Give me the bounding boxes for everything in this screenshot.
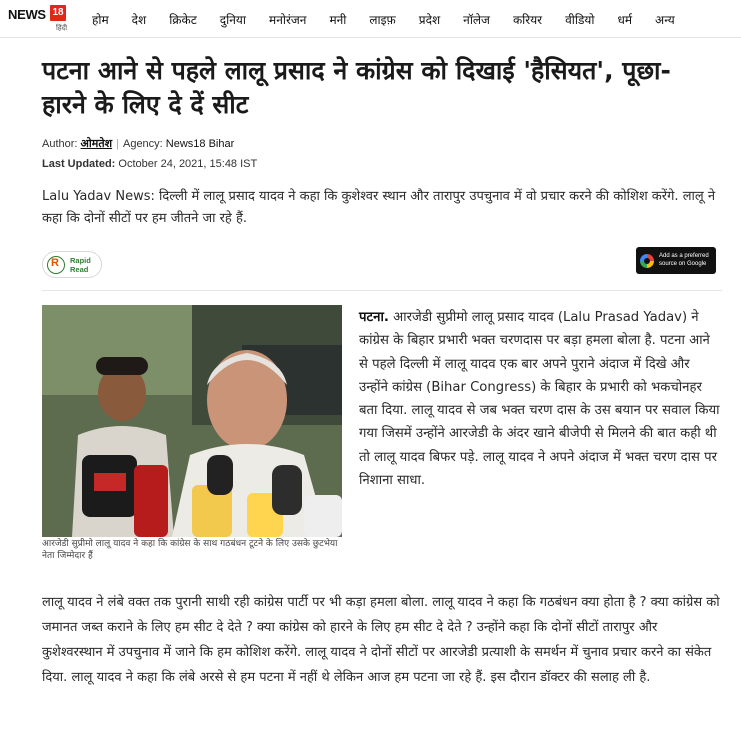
nav-item-home[interactable]: होम xyxy=(92,12,109,27)
author-label: Author: xyxy=(42,138,78,150)
agency-name: News18 Bihar xyxy=(165,138,235,150)
top-navigation xyxy=(0,0,741,38)
rapid-read-label: Rapid Read xyxy=(70,255,91,274)
nav-item-pradesh[interactable]: प्रदेश xyxy=(418,12,441,27)
nav-item-life[interactable]: लाइफ़ xyxy=(369,12,396,27)
article-updated xyxy=(42,158,257,170)
article-image[interactable] xyxy=(42,305,342,537)
google-badge-label: Add as a preferred source on Google xyxy=(659,253,709,267)
nav-item-career[interactable]: करियर xyxy=(512,12,543,27)
google-icon xyxy=(640,254,654,268)
nav-item-knowledge[interactable]: नॉलेज xyxy=(463,12,490,27)
nav-item-video[interactable]: वीडियो xyxy=(565,12,595,27)
nav-item-dharm[interactable]: धर्म xyxy=(617,12,633,27)
nav-item-money[interactable]: मनी xyxy=(329,12,347,27)
logo-subtitle: हिंदी xyxy=(56,24,68,32)
main-menu xyxy=(92,0,698,38)
logo-number: 18 xyxy=(50,5,66,21)
nav-item-duniya[interactable]: दुनिया xyxy=(219,12,247,27)
nav-item-desh[interactable]: देश xyxy=(131,12,147,27)
rapid-read-icon xyxy=(47,256,65,274)
agency-label: Agency: xyxy=(122,138,163,150)
nav-item-manoranjan[interactable]: मनोरंजन xyxy=(269,12,307,27)
paragraph-1-text: आरजेडी सुप्रीमो लालू प्रसाद यादव (Lalu Prasad Yadav) ने कांग्रेस के बिहार प्रभारी भक्त चरणदास पर बड़ा हमला बोला है. पटना आने से पहले दिल्ली में लालू यादव एक बार अपने पुराने अंदाज में दिखे और उन्होंने कांग्रेस (Bihar Congress) के बिहार के प्रभारी को भकचोनहर बता दिया. लालू यादव से जब भक्त चरण दास के उस बयान पर सवाल किया गया जिसमें उन्होंने आरजेडी के अंदर खाने बीजेपी से मिलने की बात कही थी तो लालू यादव बिफर पड़े. लालू यादव ने अपने अंदाज में भक्त चरण दास पर निशाना साधा. xyxy=(359,310,720,489)
article-paragraph-2: लालू यादव ने लंबे वक्त तक पुरानी साथी रही कांग्रेस पार्टी पर भी कड़ा हमला बोला. लालू यादव ने कहा कि गठबंधन क्या होता है ? क्या कांग्रेस को जमानत जब्त कराने के लिए हम सीट दे देते ? क्या कांग्रेस को हारने के लिए हम सीट दे देते ? उन्होंने कहा कि दोनों सीटों तारापुर और कुशेश्वरस्थान में उपचुनाव में जाने कि हम कोशिश करेंगे. लालू यादव ने दोनों सीटों पर आरजेडी प्रत्याशी के समर्थन में चुनाव प्रचार करने का संकेत दिया. लालू यादव ने कहा कि लंबे अरसे से हम पटना में नहीं थे लेकिन आज हम पटना जा रहे हैं. इस दौरान डॉक्टर की सलाह ली है. xyxy=(42,595,720,685)
section-divider xyxy=(42,290,722,291)
article-summary: Lalu Yadav News: दिल्ली में लालू प्रसाद यादव ने कहा कि कुशेश्वर स्थान और तारापुर उपचुनाव में वो प्रचार करने की कोशिश करेंगे. लालू ने कहा कि दोनों सीटों पर हम जीतने जा रहे हैं. xyxy=(42,189,716,226)
nav-item-cricket[interactable]: क्रिकेट xyxy=(169,12,197,27)
article-byline: Author: ओमतेश | Agency: News18 Bihar xyxy=(42,138,235,150)
rapid-read-button[interactable] xyxy=(42,251,102,278)
article-headline: पटना आने से पहले लालू प्रसाद ने कांग्रेस को दिखाई 'हैसियत', पूछा- हारने के लिए दे दें सीट xyxy=(42,56,671,119)
nav-item-anya[interactable]: अन्य xyxy=(655,12,675,27)
article-paragraph-1 xyxy=(359,306,721,492)
logo-word: NEWS xyxy=(8,7,46,22)
updated-value: October 24, 2021, 15:48 IST xyxy=(118,158,258,170)
updated-label: Last Updated: xyxy=(42,158,116,170)
image-caption: आरजेडी सुप्रीमो लालू यादव ने कहा कि कांग्रेस के साथ गठबंधन टूटने के लिए उसके छुटभेया नेता जिम्मेदार हैं xyxy=(42,539,338,561)
author-link[interactable]: ओमतेश xyxy=(80,138,113,150)
google-preferred-source-button[interactable] xyxy=(636,247,716,274)
news18-logo[interactable] xyxy=(6,4,68,34)
article-photo-illustration xyxy=(42,305,342,537)
article-dateline: पटना. xyxy=(359,310,389,325)
